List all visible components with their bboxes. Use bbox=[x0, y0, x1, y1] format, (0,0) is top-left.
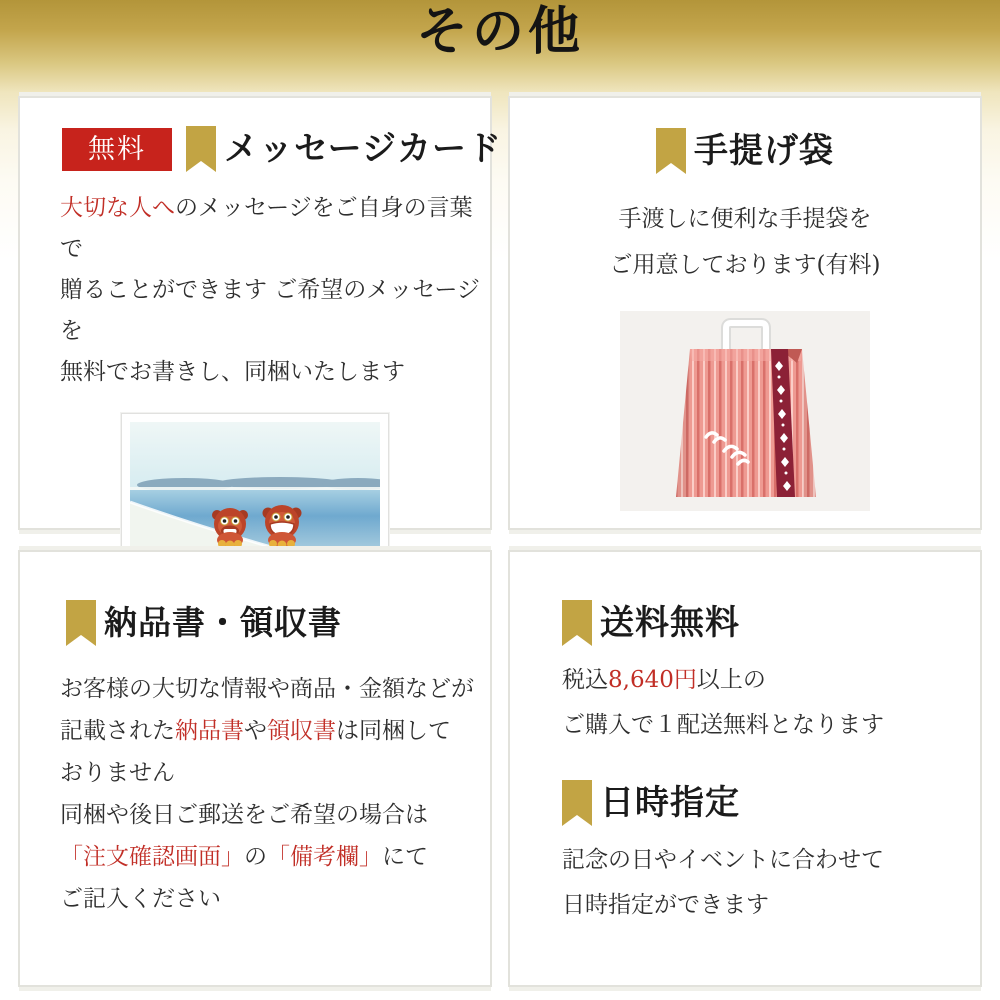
card-invoice-receipt bbox=[18, 550, 492, 987]
body-line: 贈ることができます ご希望のメッセージを bbox=[60, 277, 480, 344]
ribbon-icon bbox=[562, 780, 592, 826]
invoice-description bbox=[60, 668, 490, 920]
red-striped-tote-bag-photo bbox=[620, 311, 870, 511]
free-shipping-heading bbox=[562, 600, 980, 646]
body-line: にて bbox=[382, 844, 428, 870]
ribbon-icon bbox=[562, 600, 592, 646]
body-line: 同梱や後日ご郵送をご希望の場合は bbox=[60, 802, 428, 828]
body-line: ご用意しております(有料) bbox=[609, 252, 881, 278]
body-line: 日時指定ができます bbox=[562, 892, 769, 918]
invoice-title: 納品書・領収書 bbox=[104, 603, 342, 643]
ribbon-icon bbox=[186, 126, 216, 172]
tote-bag-heading bbox=[656, 128, 834, 174]
highlight-text: 「備考欄」 bbox=[267, 844, 382, 870]
card-tote-bag bbox=[508, 96, 982, 530]
tote-bag-description bbox=[510, 196, 980, 288]
tote-bag-title: 手提げ袋 bbox=[694, 130, 834, 171]
body-line: お客様の大切な情報や商品・金額などが bbox=[60, 676, 474, 702]
page-title: その他 bbox=[415, 0, 584, 62]
body-line: 以上の bbox=[696, 667, 766, 693]
invoice-heading bbox=[66, 600, 490, 646]
body-line: 税込 bbox=[562, 667, 608, 693]
datetime-heading bbox=[562, 780, 980, 826]
ribbon-icon bbox=[66, 600, 96, 646]
section-header bbox=[0, 0, 1000, 96]
message-card-heading bbox=[62, 126, 502, 172]
body-line: ご購入で１配送無料となります bbox=[562, 712, 884, 738]
highlight-price: 8,640円 bbox=[608, 667, 697, 693]
highlight-text: 領収書 bbox=[267, 718, 336, 744]
ribbon-icon bbox=[656, 128, 686, 174]
body-line: 無料でお書きし、同梱いたします bbox=[60, 359, 405, 385]
info-grid bbox=[0, 96, 1000, 987]
body-line: 記載された bbox=[60, 718, 175, 744]
body-line: おりません bbox=[60, 760, 175, 786]
body-line: 手渡しに便利な手提袋を bbox=[618, 206, 872, 232]
datetime-description bbox=[562, 838, 980, 928]
body-line: 記念の日やイベントに合わせて bbox=[562, 847, 884, 873]
body-line: のメッセージをご自身の言葉で bbox=[60, 195, 473, 262]
highlight-text: 納品書 bbox=[175, 718, 244, 744]
free-shipping-title: 送料無料 bbox=[600, 602, 740, 643]
body-line: は同梱して bbox=[336, 718, 451, 744]
highlight-text: 大切な人へ bbox=[60, 195, 175, 221]
free-shipping-description bbox=[562, 658, 980, 748]
body-line: ご記入ください bbox=[60, 886, 221, 912]
body-line: の bbox=[244, 844, 267, 870]
card-shipping-datetime bbox=[508, 550, 982, 987]
free-badge: 無料 bbox=[62, 128, 172, 171]
highlight-text: 「注文確認画面」 bbox=[60, 844, 244, 870]
message-card-description bbox=[60, 188, 490, 393]
message-card-title: メッセージカード bbox=[224, 128, 502, 169]
card-message-card bbox=[18, 96, 502, 530]
body-line: や bbox=[244, 718, 267, 744]
datetime-title: 日時指定 bbox=[600, 782, 740, 823]
